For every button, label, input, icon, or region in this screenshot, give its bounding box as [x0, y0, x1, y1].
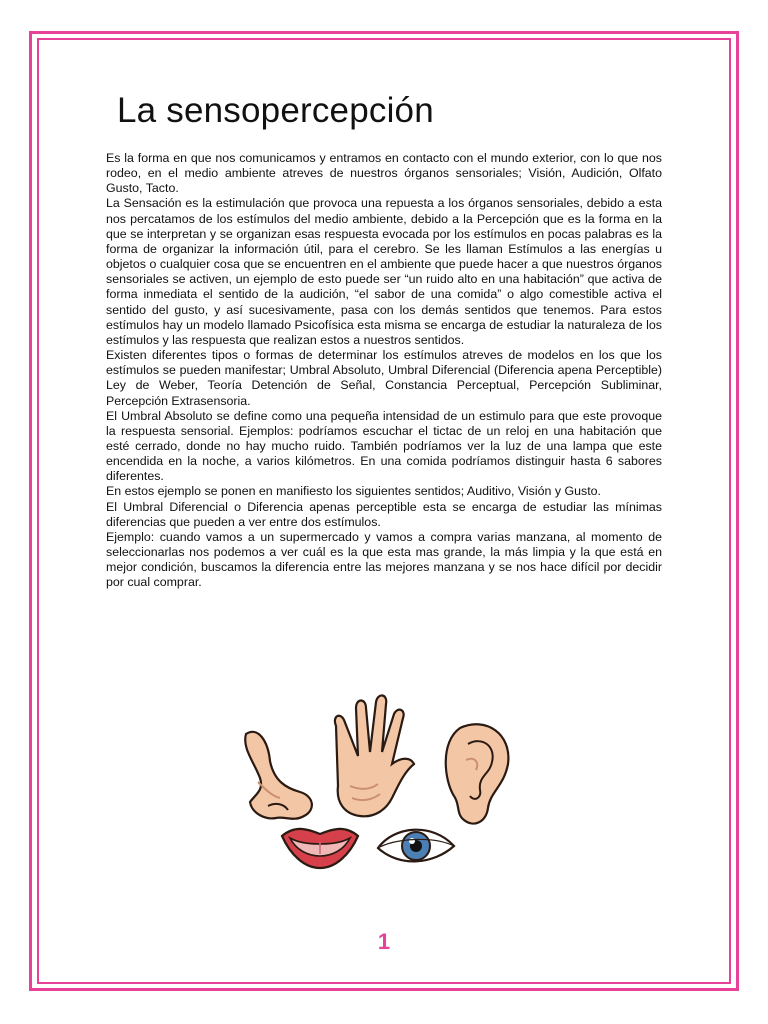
paragraph: El Umbral Diferencial o Diferencia apenas perceptible esta se encarga de estudiar las mínimas diferencias que pueden a ver entre dos estímulos. [106, 499, 662, 529]
hand-icon [335, 695, 414, 816]
senses-illustration [228, 686, 524, 908]
nose-icon [245, 732, 312, 819]
paragraph: Ejemplo: cuando vamos a un supermercado y vamos a compra varias manzana, al momento de seleccionarlas nos podemos a ver cuál es la que esta mas grande, la más limpia y la que está en mejor condición, buscamos la diferencia entre las mejores manzana y se nos hace difícil por decidir por cual comprar. [106, 529, 662, 590]
document-body [106, 151, 662, 591]
ear-icon [446, 724, 509, 823]
paragraph: El Umbral Absoluto se define como una pequeña intensidad de un estimulo para que este provoque la respuesta sensorial. Ejemplos: podríamos escuchar el tictac de un reloj en una habitación que esté cerrado, donde no hay mucho ruido. También podríamos ver la luz de una lampa que este encendida en la noche, a varios kilómetros. En una comida podríamos distinguir hasta 6 sabores diferentes. [106, 408, 662, 484]
eye-icon [378, 830, 454, 862]
paragraph: En estos ejemplo se ponen en manifiesto los siguientes sentidos; Auditivo, Visión y Gusto. [106, 484, 601, 499]
page-number: 1 [377, 929, 391, 954]
paragraph: La Sensación es la estimulación que provoca una repuesta a los órganos sensoriales, debido a esta nos percatamos de los estímulos del medio ambiente, debido a la Percepción que es la forma en la que se interpretan y se organizan esas respuesta evocada por los estímulos en pocas palabras es la forma de organizar la información útil, para el cerebro. Se les llaman Estímulos a las energías u objetos o cualquier cosa que se encuentren en el ambiente que puede hacer a que nuestros órganos sensoriales se activen, un ejemplo de esto puede ser “un ruido alto en una habitación” que activa de forma inmediata el sentido de la audición, “el sabor de una comida” o algo comestible activa el sentido del gusto, y así sucesivamente, pasa con los demás sentidos que tenemos. Para estos estímulos hay un modelo llamado Psicofísica esta misma se encarga de estudiar la naturaleza de los estímulos y las respuesta que realizan estos a nuestros sentidos. [106, 196, 662, 347]
document-title: La sensopercepción [117, 91, 434, 130]
paragraph: Es la forma en que nos comunicamos y entramos en contacto con el mundo exterior, con lo que nos rodeo, en el medio ambiente atreves de nuestros órganos sensoriales; Visión, Audición, Olfato Gusto, Tacto. [106, 151, 662, 196]
mouth-icon [282, 829, 358, 868]
paragraph: Existen diferentes tipos o formas de determinar los estímulos atreves de modelos en los que los estímulos se pueden manifestar; Umbral Absoluto, Umbral Diferencial (Diferencia apena Perceptible) Ley de Weber, Teoría Detención de Señal, Constancia Perceptual, Percepción Subliminar, Percepción Extrasensoria. [106, 348, 662, 408]
